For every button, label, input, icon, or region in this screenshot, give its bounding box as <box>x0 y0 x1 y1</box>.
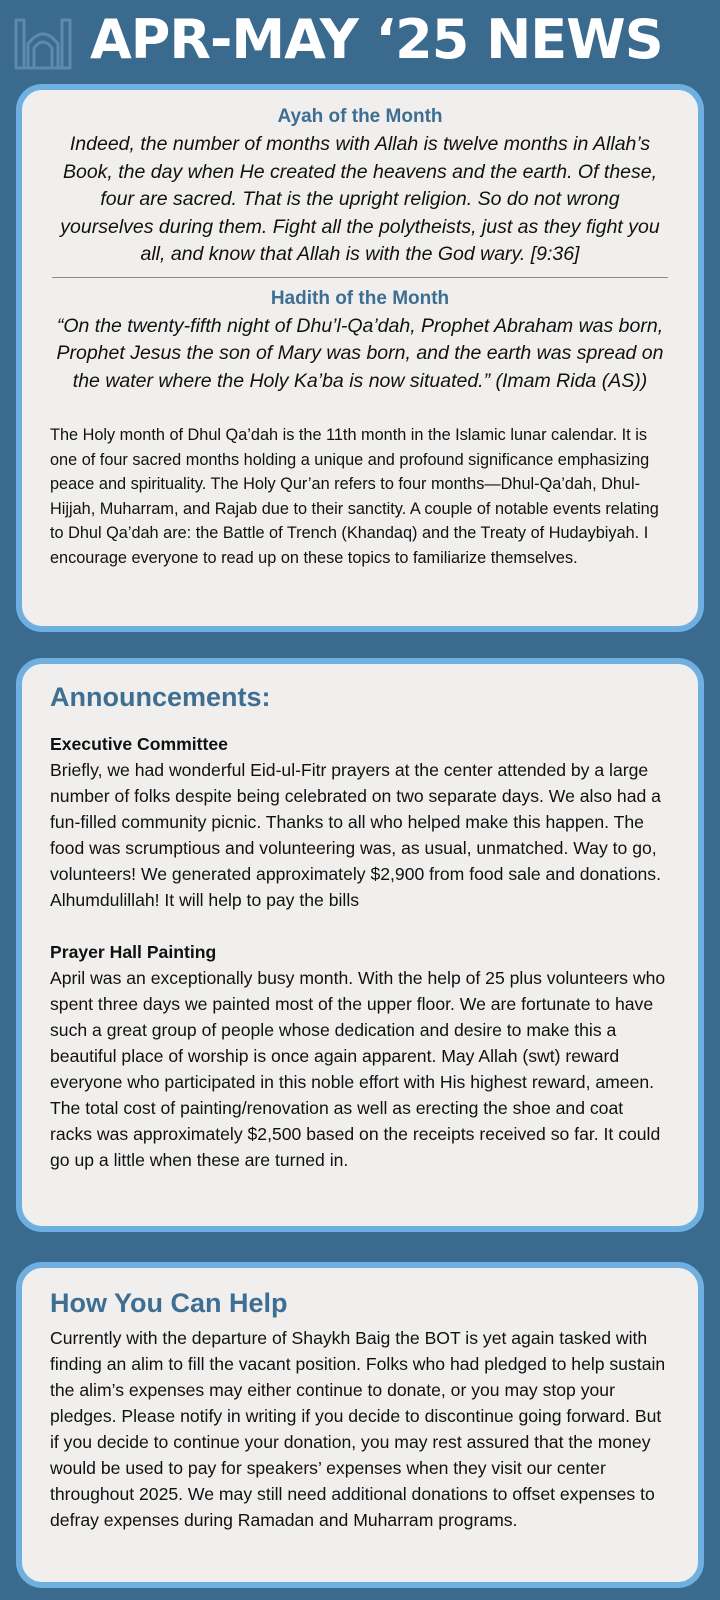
mosque-logo-icon <box>14 14 72 70</box>
prayer-hall-painting-heading: Prayer Hall Painting <box>50 942 217 962</box>
newsletter-header <box>0 0 720 82</box>
announcements-title: Announcements: <box>50 682 271 712</box>
how-you-can-help-card <box>16 1262 704 1588</box>
intro-text: The Holy month of Dhul Qa’dah is the 11th month in the Islamic lunar calendar. It is one of four sacred months holding a unique and profound significance emphasizing peace and spirituality. The Holy Qur’an refers to four months—Dhul-Qa’dah, Dhul-Hijjah, Muharram, and Rajab due to their sanctity. A couple of notable events relating to Dhul Qa’dah are: the Battle of Trench (Khandaq) and the Treaty of Hudaybiyah. I encourage everyone to read up on these topics to familiarize themselves. <box>50 426 659 567</box>
executive-committee-text: Briefly, we had wonderful Eid-ul-Fitr prayers at the center attended by a large number of folks despite being celebrated on two separate days. We also had a fun-filled community picnic. Thanks to all who helped make this happen. The food was scrumptious and volunteering was, as usual, unmatched. Way to go, volunteers! We generated approximately $2,900 from food sale and donations. Alhumdulillah! It will help to pay the bills <box>50 760 661 910</box>
announcements-card <box>16 658 704 1232</box>
newsletter-title: APR-MAY ‘25 NEWS <box>90 8 663 71</box>
prayer-hall-painting-text: April was an exceptionally busy month. With the help of 25 plus volunteers who spent three days we painted most of the upper floor. We are fortunate to have such a great group of people whose dedication and desire to make this a beautiful place of worship is once again apparent. May Allah (swt) reward everyone who participated in this noble effort with His highest reward, ameen. The total cost of painting/renovation as well as erecting the shoe and coat racks was approximately $2,500 based on the receipts received so far. It could go up a little when these are turned in. <box>50 968 666 1170</box>
hadith-title: Hadith of the Month <box>270 287 450 309</box>
monthly-reflection-card <box>16 84 704 632</box>
hadith-text: “On the twenty-fifth night of Dhu’l-Qa’dah, Prophet Abraham was born, Prophet Jesus the son of Mary was born, and the earth was spread on the water where the Holy Ka’ba is now situated.” (Imam Rida (AS)) <box>56 314 664 392</box>
divider <box>52 277 668 278</box>
help-title: How You Can Help <box>50 1288 288 1318</box>
executive-committee-heading: Executive Committee <box>50 734 228 754</box>
help-text: Currently with the departure of Shaykh Baig the BOT is yet again tasked with finding an alim to fill the vacant position. Folks who had pledged to help sustain the alim’s expenses may either continue to donate, or you may stop your pledges. Please notify in writing if you decide to discontinue going forward. But if you decide to continue your donation, you may rest assured that the money would be used to pay for speakers’ expenses when they visit our center throughout 2025. We may still need additional donations to offset expenses to defray expenses during Ramadan and Muharram programs. <box>50 1328 666 1530</box>
ayah-title: Ayah of the Month <box>277 106 443 127</box>
ayah-text: Indeed, the number of months with Allah is twelve months in Allah’s Book, the day when He created the heavens and the earth. Of these, four are sacred. That is the upright religion. So do not wrong yourselves during them. Fight all the polytheists, just as they fight you all, and know that Allah is with the God wary. [9:36] <box>60 133 660 265</box>
